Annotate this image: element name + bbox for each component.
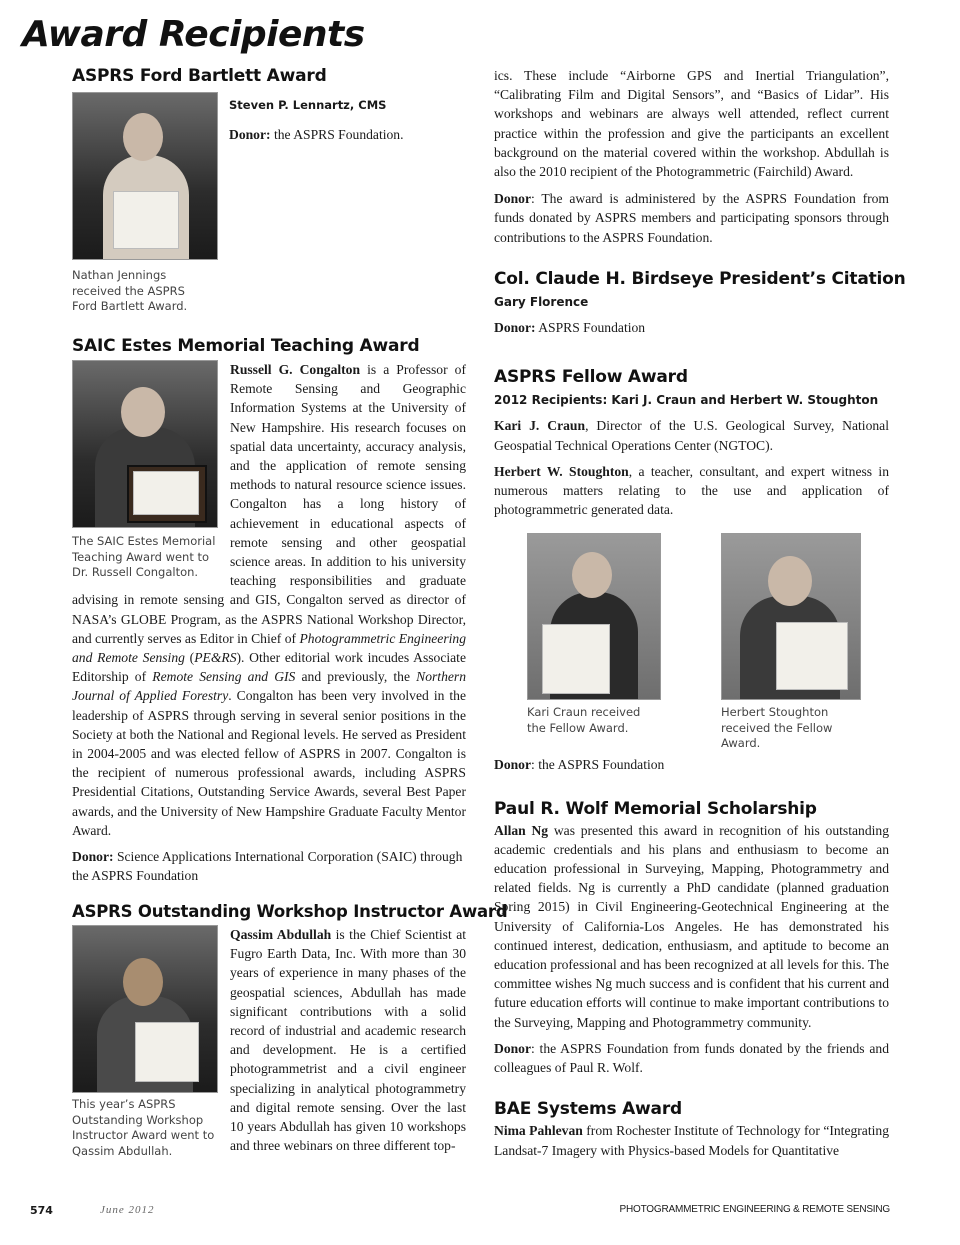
saic-journal-njaf: Northern Journal of Applied Forestry xyxy=(72,669,466,704)
ford-caption: Nathan Jennings received the ASPRS Ford Bartlett Award. xyxy=(72,268,188,313)
wolf-text: was presented this award in recognition of his outstanding academic credentials and his plans and enthusiasm to become an education professional in Surveying, Mapping, Photogrammetry and related fields. Ng is currently a PhD candidate (planned graduation Spring 2015) in Civil Engineering-Geotechnical Engineering at the University of California-Los Angeles. He has demonstrated his continued interest, dedication, enthusiasm, and aptitude to become an education professional and has been recognized at all levels for this. The committee wishes Ng much success and is confident that his current and future education efforts will continue to make important contributions to the Surveying, Mapping and Photogrammetry community. xyxy=(494,822,889,1030)
saic-section: SAIC Estes Memorial Teaching Award The SAIC Estes Memorial Teaching Award went to Dr. Russell Congalton. Russell G. Congalton is a Professor of Remote Sensing and Geographic Information Systems at the University of New Hampshire. His research focuses on spatial data uncertainty, accuracy analysis, and the application of remote sensing methods to natural resource science issues. Congalton has a long history of achievement in educational aspects of remote sensing and other geospatial science areas. In addition to his university teaching responsibilities and graduate advising in remote sensing and GIS, Congalton served as director of NASA’s GLOBE Program, as the ASPRS National Workshop Director, and currently serves as Editor in Chief of Photogrammetric Engineering and Remote Sensing (PE&RS). Other editorial work incudes Associate Editorship of Remote Sensing and GIS and previously, the Northern Journal of Applied Forestry. Congalton has been very involved in the leadership of ASPRS through serving in several senior positions in the Society at both the National and Regional levels. He served as President in 2004-2005 and was elected fellow of ASPRS in 2007. Congalton is the recipient of numerous professional awards, including ASPRS Presidential Citations, Outstanding Service Awards, several Best Paper awards, and the University of New Hampshire Graduate Faculty Mentor Award. Donor: Science Applications International Corporation (SAIC) through the ASPRS Foundation xyxy=(72,336,467,884)
saic-caption: The SAIC Estes Memorial Teaching Award went to Dr. Russell Congalton. xyxy=(72,534,216,579)
saic-text3: and previously, the xyxy=(295,669,417,685)
fellow-text1: , Director of the U.S. Geological Survey, National Geospatial Technical Operations Center (NGTOC). xyxy=(494,418,889,453)
saic-text4: . Congalton has been very involved in the leadership of ASPRS through serving in several senior positions in the Society at both the National and Regional levels. He served as President in 2004-2005 and was elected fellow of ASPRS in 2007. Congalton is the recipient of numerous professional awards, including ASPRS Presidential Citations, Outstanding Service Awards, several Best Paper awards, and the University of New Hampshire Graduate Faculty Mentor Award. xyxy=(72,688,467,838)
page-number: 574 xyxy=(30,1204,53,1217)
saic-journal-pers: Photogrammetric Engineering and Remote Sensing xyxy=(72,630,466,666)
fellow-recipients: 2012 Recipients: Kari J. Craun and Herbert W. Stoughton xyxy=(494,393,879,408)
fellow-caption-craun: Kari Craun received the Fellow Award. xyxy=(527,705,641,735)
workshop-name: Qassim Abdullah xyxy=(230,927,332,942)
ford-heading: ASPRS Ford Bartlett Award xyxy=(72,66,327,86)
workshop-section xyxy=(72,902,508,1158)
bae-text: from Rochester Institute of Technology for “Integrating Landsat-7 Imagery with Physics-based Models for Quantitative xyxy=(494,1123,889,1158)
bae-heading: BAE Systems Award xyxy=(494,1099,682,1120)
bae-name: Nima Pahlevan xyxy=(494,1123,583,1139)
workshop-caption: This year’s ASPRS Outstanding Workshop Instructor Award went to Qassim Abdullah. xyxy=(72,1097,215,1158)
saic-text1: is a Professor of Remote Sensing and Geographic Information Systems at the University of New Hampshire. His research focuses on spatial data uncertainty, accuracy analysis, and the application of remote sensing methods to natural resource science issues. Congalton has a long history of achievement in educational aspects of remote sensing and other geospatial science areas. In addition to his university teaching responsibilities and graduate advising in remote sensing and GIS, Congalton served as director of NASA’s GLOBE Program, as the ASPRS National Workshop Director, and currently serves as Editor in Chief of xyxy=(72,362,466,646)
fellow-name1: Kari J. Craun xyxy=(494,418,586,434)
wolf-donor: : the ASPRS Foundation from funds donated by the friends and colleagues of Paul R. Wolf. xyxy=(494,1040,889,1076)
fellow-caption-stoughton: Herbert Stoughton received the Fellow Award. xyxy=(721,705,833,751)
wolf-heading: Paul R. Wolf Memorial Scholarship xyxy=(494,798,817,819)
birdseye-donor-label: Donor: xyxy=(494,320,536,336)
workshop-continued: ics. These include “Airborne GPS and Inertial Triangulation”, “Calibrating Film and Digital Sensors”, and “Basics of Lidar”. His workshops and webinars are always well attended, reflect current practice within the profession and give the participants an excellent background on the material covered within the workshop. Abdullah is also the 2010 recipient of the Photogrammetric (Fairchild) Award. xyxy=(494,68,889,180)
workshop-photo xyxy=(72,925,218,1093)
wolf-donor-label: Donor xyxy=(494,1040,532,1056)
left-column xyxy=(72,66,508,1165)
issue-date: June 2012 xyxy=(100,1204,155,1216)
workshop-text: is the Chief Scientist at Fugro Earth Data, Inc. With more than 30 years of experience in many phases of the geospatial sciences, Abdullah has made significant contributions with a solid record of industrial and academic research and development. He is a certified photogrammetrist and a civil engineer specializing in analytical photogrammetry and digital remote sensing. Over the last 10 years Abdullah has given 10 workshops and three webinars on three different top- xyxy=(230,927,467,1154)
fellow-section xyxy=(494,367,889,774)
journal-name: PHOTOGRAMMETRIC ENGINEERING & REMOTE SENSING xyxy=(619,1204,890,1215)
fellow-photo-stoughton xyxy=(721,533,861,700)
fellow-donor: : the ASPRS Foundation xyxy=(531,757,665,773)
bae-section xyxy=(494,1099,889,1159)
saic-donor-label: Donor: xyxy=(72,849,114,865)
ford-photo xyxy=(72,92,218,260)
ford-bartlett-section xyxy=(72,66,466,336)
fellow-name2: Herbert W. Stoughton xyxy=(494,463,629,479)
birdseye-recipient: Gary Florence xyxy=(494,294,589,309)
ford-donor: the ASPRS Foundation. xyxy=(270,127,404,143)
birdseye-heading: Col. Claude H. Birdseye President’s Citation xyxy=(494,268,906,289)
fellow-photo-craun xyxy=(527,533,661,700)
saic-photo xyxy=(72,360,218,528)
workshop-donor: : The award is administered by the ASPRS Foundation from funds donated by ASPRS members and participating sponsors through contributions to the ASPRS Foundation. xyxy=(494,191,889,245)
saic-journal-rsgis: Remote Sensing and GIS xyxy=(152,669,296,685)
birdseye-section xyxy=(494,268,906,337)
birdseye-donor: ASPRS Foundation xyxy=(535,320,646,336)
right-column xyxy=(494,66,906,1160)
fellow-heading: ASPRS Fellow Award xyxy=(494,367,688,388)
saic-heading: SAIC Estes Memorial Teaching Award xyxy=(72,336,420,356)
wolf-section xyxy=(494,799,889,1078)
workshop-heading: ASPRS Outstanding Workshop Instructor Award xyxy=(72,902,508,921)
workshop-donor-label: Donor xyxy=(494,191,532,207)
saic-abbr: PE&RS xyxy=(194,650,237,666)
saic-donor: Science Applications International Corporation (SAIC) through the ASPRS Foundation xyxy=(72,849,463,884)
saic-name: Russell G. Congalton xyxy=(230,362,361,377)
page-title: Award Recipients xyxy=(22,14,365,55)
fellow-donor-label: Donor xyxy=(494,757,532,773)
fellow-text2: , a teacher, consultant, and expert witness in numerous matters relating to the use and application of photogrammetric generated data. xyxy=(494,463,890,518)
saic-text2: ). Other editorial work incudes Associate Editorship of xyxy=(72,650,466,685)
ford-donor-label: Donor: xyxy=(229,127,271,143)
wolf-name: Allan Ng xyxy=(494,822,549,838)
ford-recipient: Steven P. Lennartz, CMS xyxy=(229,98,387,112)
